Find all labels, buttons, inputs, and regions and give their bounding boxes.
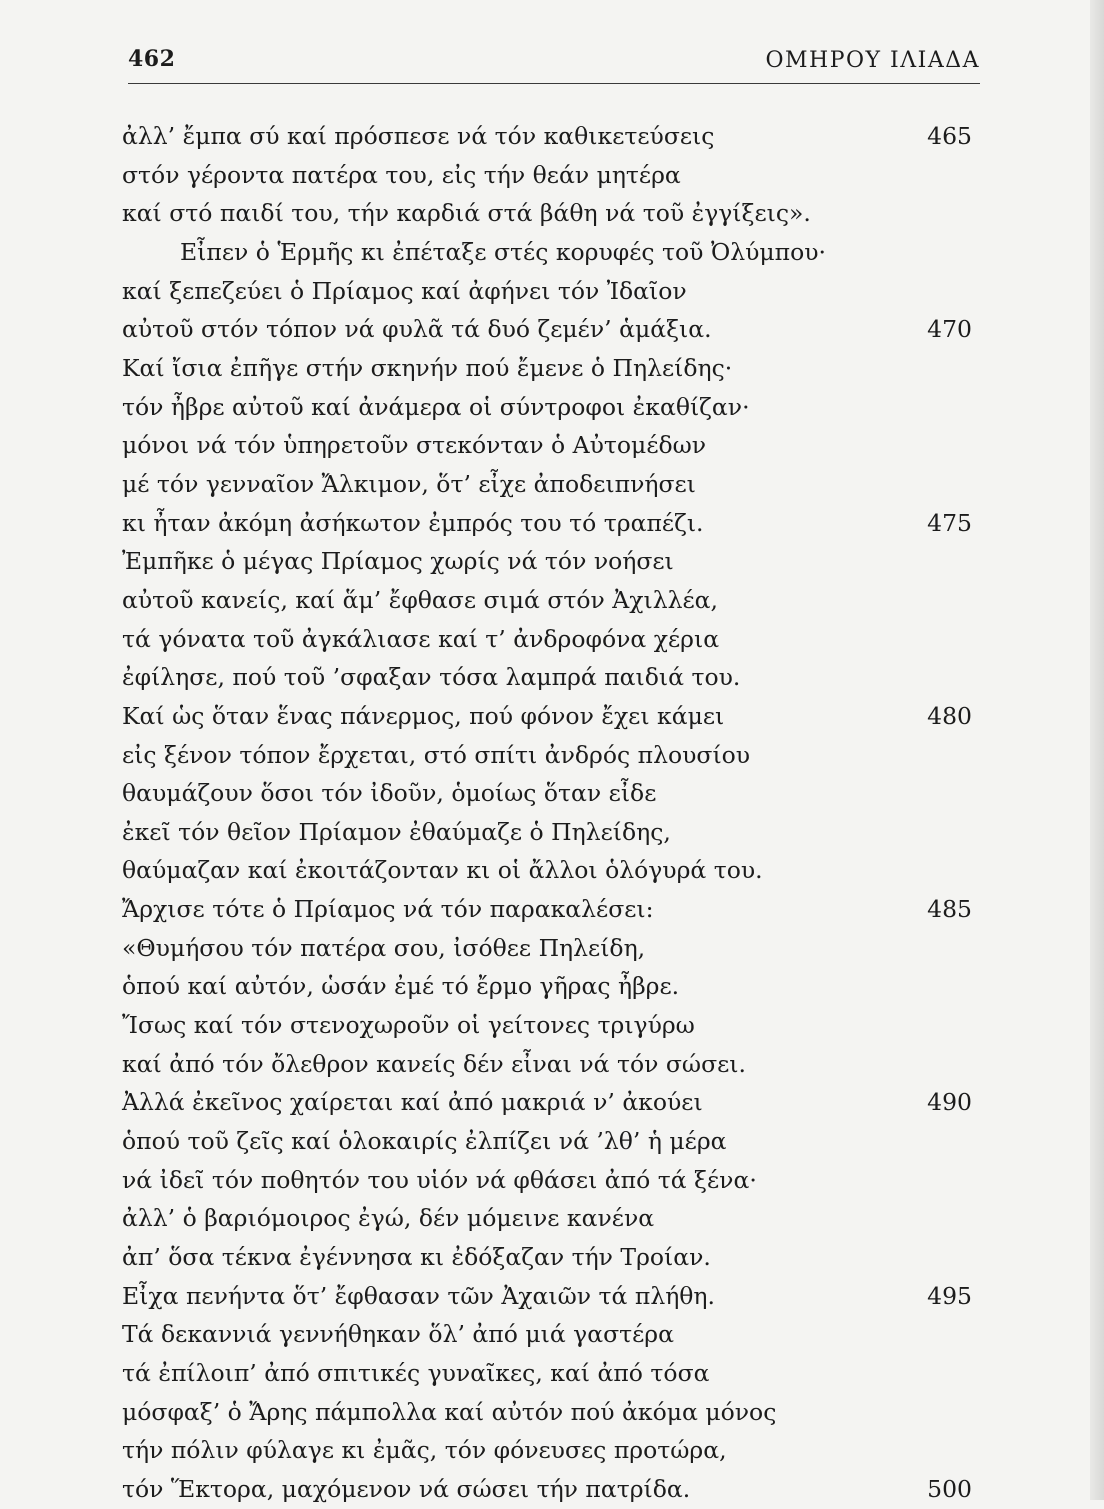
- verse-text: θαυμάζουν ὅσοι τόν ἰδοῦν, ὁμοίως ὅταν εἶδε: [122, 779, 657, 808]
- verse-text: Καί ὡς ὅταν ἕνας πάνερμος, πού φόνον ἔχει κάμει: [122, 701, 725, 730]
- verse-line: [0, 1315, 1104, 1354]
- verse-line: [0, 349, 1104, 388]
- header-rule: [128, 83, 980, 84]
- verse-line: [0, 1122, 1104, 1161]
- verse-text: καί ἀπό τόν ὄλεθρον κανείς δέν εἶναι νά τόν σώσει.: [122, 1049, 746, 1078]
- verse-line: [0, 1470, 1104, 1509]
- line-number: 475: [927, 508, 972, 537]
- verse-text: τά γόνατα τοῦ ἀγκάλιασε καί τ’ ἀνδροφόνα χέρια: [122, 624, 720, 653]
- verse-line: [0, 851, 1104, 890]
- verse-line: [0, 1083, 1104, 1122]
- verse-text: θαύμαζαν καί ἐκοιτάζονταν κι οἱ ἄλλοι ὁλόγυρά του.: [122, 856, 763, 885]
- line-number: 500: [927, 1474, 972, 1503]
- verse-line: [0, 542, 1104, 581]
- line-number: 480: [927, 701, 972, 730]
- verse-line: [0, 1161, 1104, 1200]
- verse-line: [0, 1393, 1104, 1432]
- verse-line: [0, 426, 1104, 465]
- verse-text: καί ξεπεζεύει ὁ Πρίαμος καί ἀφήνει τόν Ἰδαῖον: [122, 276, 687, 305]
- verse-text: καί στό παιδί του, τήν καρδιά στά βάθη νά τοῦ ἐγγίξεις».: [122, 199, 811, 228]
- verse-line: [0, 1006, 1104, 1045]
- verse-text: μόνοι νά τόν ὑπηρετοῦν στεκόνταν ὁ Αὐτομέδων: [122, 431, 707, 460]
- verse-text: Ἀλλά ἐκεῖνος χαίρεται καί ἀπό μακριά ν’ ἀκούει: [122, 1088, 703, 1117]
- verse-text: ὁπού καί αὐτόν, ὡσάν ἐμέ τό ἔρμο γῆρας ἦβρε.: [122, 972, 680, 1001]
- verse-line: [0, 1199, 1104, 1238]
- verse-line: [0, 774, 1104, 813]
- verse-line: [0, 1045, 1104, 1084]
- line-number: 495: [927, 1281, 972, 1310]
- verse-text: Ἐμπῆκε ὁ μέγας Πρίαμος χωρίς νά τόν νοήσει: [122, 547, 674, 576]
- verse-text: αὐτοῦ στόν τόπον νά φυλᾶ τά δυό ζεμέν’ ἁμάξια.: [122, 315, 712, 344]
- verse-text: ἀλλ’ ἔμπα σύ καί πρόσπεσε νά τόν καθικετεύσεις: [122, 122, 715, 150]
- verse-line: [0, 890, 1104, 929]
- verse-line: [0, 504, 1104, 543]
- verse-text: τόν ἦβρε αὐτοῦ καί ἀνάμερα οἱ σύντροφοι ἐκαθίζαν·: [122, 392, 750, 421]
- verse-line: [0, 1238, 1104, 1277]
- verse-line: [0, 272, 1104, 311]
- verse-text: «Θυμήσου τόν πατέρα σου, ἰσόθεε Πηλείδη,: [122, 933, 646, 962]
- verse-text: τά ἐπίλοιπ’ ἀπό σπιτικές γυναῖκες, καί ἀπό τόσα: [122, 1359, 710, 1387]
- verse-line: [0, 465, 1104, 504]
- running-title: ΟΜΗΡΟΥ ΙΛΙΑΔΑ: [765, 48, 980, 73]
- verse-line: [0, 658, 1104, 697]
- verse-text: μόσφαξ’ ὁ Ἄρης πάμπολλα καί αὐτόν πού ἀκόμα μόνος: [122, 1397, 777, 1426]
- verse-line: [0, 117, 1104, 156]
- verse-line: [0, 813, 1104, 852]
- verse-text: αὐτοῦ κανείς, καί ἅμ’ ἔφθασε σιμά στόν Ἀχιλλέα,: [122, 585, 719, 614]
- verse-text: Ἴσως καί τόν στενοχωροῦν οἱ γείτονες τριγύρω: [122, 1011, 695, 1040]
- verse-line: [0, 156, 1104, 195]
- verse-block: [0, 117, 1104, 1509]
- verse-text: ἀλλ’ ὁ βαριόμοιρος ἐγώ, δέν μόμεινε κανένα: [122, 1204, 655, 1233]
- verse-line: [0, 697, 1104, 736]
- verse-text: τόν Ἕκτορα, μαχόμενον νά σώσει τήν πατρίδα.: [122, 1474, 691, 1503]
- verse-text: Εἶπεν ὁ Ἑρμῆς κι ἐπέταξε στές κορυφές τοῦ Ὀλύμπου·: [180, 237, 827, 266]
- verse-line: [0, 620, 1104, 659]
- verse-text: μέ τόν γενναῖον Ἄλκιμον, ὅτ’ εἶχε ἀποδειπνήσει: [122, 469, 696, 498]
- verse-text: Καί ἴσια ἐπῆγε στήν σκηνήν πού ἔμενε ὁ Πηλείδης·: [122, 353, 733, 382]
- verse-line: [0, 1277, 1104, 1316]
- page-header: [128, 40, 980, 84]
- line-number: 490: [927, 1088, 972, 1117]
- verse-text: ἐκεῖ τόν θεῖον Πρίαμον ἐθαύμαζε ὁ Πηλείδης,: [122, 817, 671, 846]
- verse-line: [0, 929, 1104, 968]
- verse-line: [0, 388, 1104, 427]
- verse-text: νά ἰδεῖ τόν ποθητόν του υἱόν νά φθάσει ἀπό τά ξένα·: [122, 1165, 757, 1194]
- page-number: 462: [128, 46, 176, 72]
- verse-line: [0, 233, 1104, 272]
- verse-line: [0, 194, 1104, 233]
- verse-text: ὁπού τοῦ ζεῖς καί ὁλοκαιρίς ἐλπίζει νά ’λθ’ ἡ μέρα: [122, 1127, 727, 1156]
- verse-text: ἐφίλησε, πού τοῦ ’σφαξαν τόσα λαμπρά παιδιά του.: [122, 663, 741, 692]
- verse-text: Τά δεκαννιά γεννήθηκαν ὅλ’ ἀπό μιά γαστέρα: [122, 1320, 674, 1349]
- verse-line: [0, 310, 1104, 349]
- verse-line: [0, 967, 1104, 1006]
- line-number: 485: [927, 895, 972, 924]
- verse-text: εἰς ξένον τόπον ἔρχεται, στό σπίτι ἀνδρός πλουσίου: [122, 740, 751, 769]
- line-number: 470: [927, 315, 972, 344]
- verse-line: [0, 581, 1104, 620]
- verse-text: τήν πόλιν φύλαγε κι ἐμᾶς, τόν φόνευσες προτώρα,: [122, 1436, 727, 1465]
- line-number: 465: [927, 122, 972, 150]
- verse-text: στόν γέροντα πατέρα του, εἰς τήν θεάν μητέρα: [122, 160, 681, 189]
- verse-line: [0, 1431, 1104, 1470]
- verse-line: [0, 1354, 1104, 1393]
- verse-line: [0, 736, 1104, 775]
- verse-text: κι ἦταν ἀκόμη ἀσήκωτον ἐμπρός του τό τραπέζι.: [122, 508, 704, 537]
- verse-text: ἀπ’ ὅσα τέκνα ἐγέννησα κι ἐδόξαζαν τήν Τροίαν.: [122, 1243, 711, 1272]
- verse-text: Ἄρχισε τότε ὁ Πρίαμος νά τόν παρακαλέσει:: [122, 895, 654, 924]
- verse-text: Εἶχα πενήντα ὅτ’ ἔφθασαν τῶν Ἀχαιῶν τά πλήθη.: [122, 1281, 715, 1310]
